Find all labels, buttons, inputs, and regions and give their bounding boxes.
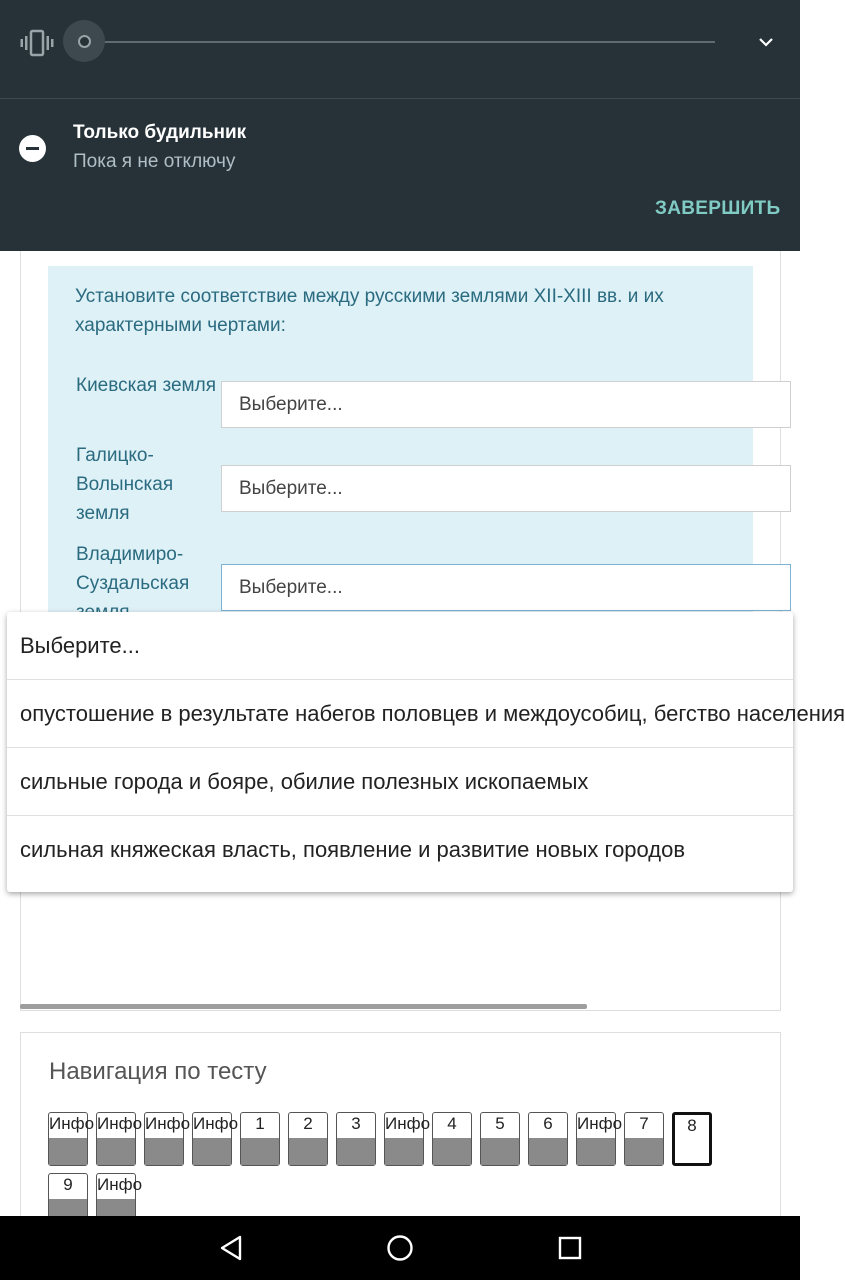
finish-button[interactable]: ЗАВЕРШИТЬ — [655, 198, 781, 219]
match-label-kiev: Киевская земля — [76, 375, 216, 396]
question-text: Установите соответствие между русскими землями XII-XIII вв. и их характерными чертами: — [75, 286, 664, 336]
nav-button-fill — [337, 1138, 375, 1165]
nav-button-label: 8 — [687, 1116, 697, 1135]
vibrate-icon[interactable] — [20, 29, 54, 57]
nav-button-fill — [145, 1138, 183, 1165]
dropdown-option[interactable]: Выберите... — [7, 612, 793, 680]
nav-button-label: Инфо — [97, 1114, 143, 1133]
match-label-vladimir: Владимиро-Суздальская — [76, 544, 190, 594]
nav-button-info[interactable] — [192, 1112, 239, 1166]
nav-button-label: Инфо — [577, 1114, 623, 1133]
nav-button-label: 4 — [447, 1114, 457, 1133]
recents-icon[interactable] — [558, 1236, 582, 1260]
test-navigation-grid — [48, 1112, 748, 1227]
nav-button-fill — [433, 1138, 471, 1165]
nav-button-label: Инфо — [145, 1114, 191, 1133]
dropdown-option[interactable]: сильная княжеская власть, появление и развитие новых городов — [20, 837, 686, 862]
nav-button-8-current[interactable] — [672, 1112, 712, 1166]
system-navigation-bar — [0, 1216, 800, 1280]
nav-button-1[interactable] — [240, 1112, 280, 1166]
nav-button-label: 6 — [543, 1114, 553, 1133]
nav-button-info[interactable] — [576, 1112, 623, 1166]
nav-button-label: Инфо — [97, 1175, 143, 1194]
nav-button-info[interactable] — [144, 1112, 191, 1166]
volume-slider-thumb[interactable] — [78, 35, 91, 48]
select-galicia[interactable]: Выберите... — [221, 465, 791, 512]
nav-button-fill — [97, 1138, 135, 1165]
nav-button-label: 5 — [495, 1114, 505, 1133]
nav-button-fill — [385, 1138, 423, 1165]
nav-button-fill — [49, 1138, 87, 1165]
nav-button-info[interactable] — [96, 1112, 143, 1166]
dropdown-option[interactable]: опустошение в результате набегов половцев и междоусобиц, бегство населения — [7, 680, 793, 748]
dnd-title: Только будильник — [73, 122, 247, 143]
select-vladimir[interactable]: Выберите... — [221, 564, 791, 611]
nav-button-label: Инфо — [49, 1114, 95, 1133]
volume-slider-track[interactable] — [85, 41, 715, 43]
do-not-disturb-icon — [19, 135, 46, 162]
dropdown-option[interactable]: сильные города и бояре, обилие полезных ископаемых — [7, 748, 793, 816]
nav-button-label: 1 — [255, 1114, 265, 1133]
nav-button-label: Инфо — [193, 1114, 239, 1133]
nav-button-fill — [577, 1138, 615, 1165]
nav-button-fill — [481, 1138, 519, 1165]
nav-button-2[interactable] — [288, 1112, 328, 1166]
nav-button-4[interactable] — [432, 1112, 472, 1166]
nav-button-label: 3 — [351, 1114, 361, 1133]
match-label-galicia: Галицко-Волынская земля — [76, 445, 174, 524]
home-icon[interactable] — [386, 1234, 414, 1262]
nav-button-label: 7 — [639, 1114, 649, 1133]
nav-button-fill — [241, 1138, 279, 1165]
nav-button-info[interactable] — [48, 1112, 95, 1166]
nav-button-7[interactable] — [624, 1112, 664, 1166]
select-kiev[interactable]: Выберите... — [221, 381, 791, 428]
chevron-down-icon[interactable] — [754, 30, 778, 54]
nav-button-label: 9 — [63, 1175, 73, 1194]
select-dropdown-menu — [7, 612, 845, 892]
back-icon[interactable] — [218, 1234, 244, 1262]
nav-button-info[interactable] — [384, 1112, 431, 1166]
volume-row — [0, 0, 800, 99]
nav-button-fill — [625, 1138, 663, 1165]
nav-button-fill — [193, 1138, 231, 1165]
notification-shade — [0, 0, 800, 251]
nav-button-label: 2 — [303, 1114, 313, 1133]
nav-button-label: Инфо — [385, 1114, 431, 1133]
dnd-subtitle: Пока я не отключу — [73, 151, 236, 172]
nav-button-6[interactable] — [528, 1112, 568, 1166]
test-navigation-title: Навигация по тесту — [49, 1058, 267, 1085]
horizontal-scrollbar[interactable] — [20, 1004, 587, 1009]
nav-button-fill — [289, 1138, 327, 1165]
nav-button-fill — [529, 1138, 567, 1165]
nav-button-5[interactable] — [480, 1112, 520, 1166]
nav-button-3[interactable] — [336, 1112, 376, 1166]
